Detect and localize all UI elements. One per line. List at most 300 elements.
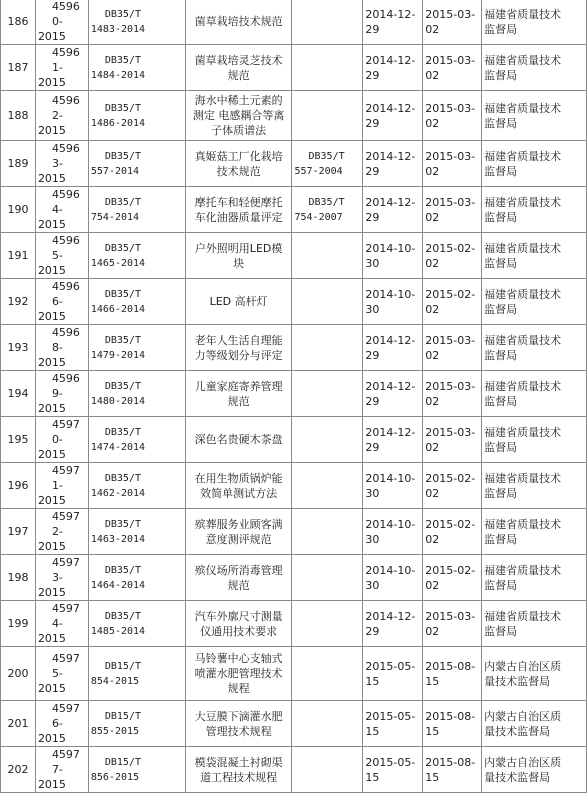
standard-code-cell bbox=[88, 555, 185, 601]
cell-line: 2014-12- bbox=[365, 333, 416, 347]
cell-line: 2015-08- bbox=[425, 755, 476, 769]
cell-line: 福建省质量技术 bbox=[484, 471, 562, 485]
cell-line: 15 bbox=[365, 724, 380, 738]
table-row bbox=[1, 601, 587, 647]
replaced-standard-cell bbox=[292, 325, 363, 371]
standard-code-cell bbox=[88, 0, 185, 45]
record-number-cell bbox=[35, 555, 88, 601]
standard-name-cell bbox=[185, 555, 292, 601]
cell-line: 监督局 bbox=[484, 116, 518, 130]
cell-line: 2015-03- bbox=[425, 195, 476, 209]
record-number-cell bbox=[35, 463, 88, 509]
issuing-authority-cell bbox=[482, 187, 587, 233]
standard-code-cell bbox=[88, 701, 185, 747]
table-row bbox=[1, 509, 587, 555]
effective-date-cell bbox=[423, 747, 482, 793]
effective-date-cell bbox=[423, 463, 482, 509]
cell-line: 15 bbox=[365, 770, 380, 784]
seq-cell: 189 bbox=[1, 141, 36, 187]
issuing-authority-cell bbox=[482, 463, 587, 509]
cell-line: 2015-05- bbox=[365, 709, 416, 723]
cell-line: 02 bbox=[425, 210, 440, 224]
cell-line: 福建省质量技术 bbox=[484, 195, 562, 209]
cell-line: 2015-02- bbox=[425, 241, 476, 255]
table-row bbox=[1, 0, 587, 45]
cell-line: 1484-2014 bbox=[90, 69, 146, 81]
standard-name-cell bbox=[185, 45, 292, 91]
issuing-authority-cell bbox=[482, 701, 587, 747]
cell-line: 1464-2014 bbox=[90, 579, 146, 591]
cell-line: 福建省质量技术 bbox=[484, 563, 562, 577]
cell-line: 2015 bbox=[37, 682, 66, 695]
cell-line: 监督局 bbox=[484, 532, 518, 546]
cell-line: 02 bbox=[425, 348, 440, 362]
approval-date-cell bbox=[363, 141, 423, 187]
effective-date-cell bbox=[423, 0, 482, 45]
cell-line: 29 bbox=[365, 164, 380, 178]
approval-date-cell bbox=[363, 91, 423, 141]
standard-name-cell bbox=[185, 187, 292, 233]
cell-line: 力等级划分与评定 bbox=[194, 348, 283, 362]
cell-line: 深色名贵硬木茶盘 bbox=[194, 433, 283, 446]
cell-line: 2015-03- bbox=[425, 101, 476, 115]
cell-line: 福建省质量技术 bbox=[484, 53, 562, 67]
cell-line: 老年人生活自理能 bbox=[194, 333, 283, 347]
cell-line: 儿童家庭寄养管理 bbox=[194, 379, 283, 393]
cell-line: 02 bbox=[425, 68, 440, 82]
cell-line: 福建省质量技术 bbox=[484, 333, 562, 347]
cell-line: 45975- bbox=[51, 652, 80, 680]
cell-line: 29 bbox=[365, 348, 380, 362]
seq-cell: 187 bbox=[1, 45, 36, 91]
cell-line: 45971- bbox=[51, 464, 80, 492]
record-number-cell bbox=[35, 701, 88, 747]
issuing-authority-cell bbox=[482, 233, 587, 279]
issuing-authority-cell bbox=[482, 747, 587, 793]
cell-line: 2015 bbox=[37, 356, 66, 369]
cell-line: 内蒙古自治区质 bbox=[484, 659, 562, 673]
cell-line: 45976- bbox=[51, 702, 80, 730]
cell-line: DB35/T bbox=[308, 150, 345, 162]
standard-name-cell bbox=[185, 601, 292, 647]
replaced-standard-cell bbox=[292, 141, 363, 187]
cell-line: 2015-02- bbox=[425, 287, 476, 301]
record-number-cell bbox=[35, 0, 88, 45]
cell-line: 福建省质量技术 bbox=[484, 101, 562, 115]
standard-code-cell bbox=[88, 463, 185, 509]
cell-line: 管理技术规程 bbox=[205, 724, 272, 738]
effective-date-cell bbox=[423, 647, 482, 701]
cell-line: 2014-10- bbox=[365, 471, 416, 485]
cell-line: 15 bbox=[425, 770, 440, 784]
standard-code-cell bbox=[88, 601, 185, 647]
seq-cell: 199 bbox=[1, 601, 36, 647]
replaced-standard-cell bbox=[292, 233, 363, 279]
cell-line: 监督局 bbox=[484, 394, 518, 408]
approval-date-cell bbox=[363, 463, 423, 509]
cell-line: 道工程技术规程 bbox=[200, 770, 278, 784]
cell-line: 监督局 bbox=[484, 256, 518, 270]
effective-date-cell bbox=[423, 325, 482, 371]
cell-line: 车化油器质量评定 bbox=[194, 210, 283, 224]
issuing-authority-cell bbox=[482, 279, 587, 325]
cell-line: DB15/T bbox=[104, 756, 141, 768]
cell-line: 02 bbox=[425, 256, 440, 270]
cell-line: 监督局 bbox=[484, 624, 518, 638]
cell-line: 2014-10- bbox=[365, 563, 416, 577]
approval-date-cell bbox=[363, 647, 423, 701]
standard-name-cell bbox=[185, 647, 292, 701]
cell-line: 30 bbox=[365, 256, 380, 270]
cell-line: 2015 bbox=[37, 218, 66, 231]
cell-line: DB35/T bbox=[104, 8, 141, 20]
cell-line: 2015 bbox=[37, 540, 66, 553]
cell-line: 2015-02- bbox=[425, 517, 476, 531]
cell-line: 马铃薯中心支轴式 bbox=[194, 652, 283, 665]
cell-line: DB35/T bbox=[308, 196, 345, 208]
cell-line: 模袋混凝土衬砌渠 bbox=[194, 755, 283, 769]
cell-line: 15 bbox=[425, 674, 440, 688]
effective-date-cell bbox=[423, 601, 482, 647]
cell-line: 2014-12- bbox=[365, 425, 416, 439]
cell-line: 喷灌水肥管理技术 bbox=[194, 667, 283, 680]
cell-line: LED 高杆灯 bbox=[209, 295, 268, 308]
cell-line: 45968- bbox=[51, 326, 80, 354]
cell-line: 2015 bbox=[37, 448, 66, 461]
cell-line: 2015 bbox=[37, 172, 66, 185]
approval-date-cell bbox=[363, 0, 423, 45]
cell-line: 30 bbox=[365, 486, 380, 500]
cell-line: 监督局 bbox=[484, 164, 518, 178]
cell-line: 2014-12- bbox=[365, 101, 416, 115]
cell-line: DB35/T bbox=[104, 150, 141, 162]
cell-line: 1465-2014 bbox=[90, 257, 146, 269]
cell-line: 规范 bbox=[227, 578, 250, 592]
cell-line: 2014-10- bbox=[365, 241, 416, 255]
standard-name-cell bbox=[185, 463, 292, 509]
cell-line: 技术规范 bbox=[216, 164, 261, 178]
cell-line: 大豆膜下滴灌水肥 bbox=[194, 709, 283, 723]
table-row bbox=[1, 91, 587, 141]
cell-line: 1483-2014 bbox=[90, 23, 146, 35]
record-number-cell bbox=[35, 91, 88, 141]
standard-name-cell bbox=[185, 509, 292, 555]
standard-name-cell bbox=[185, 279, 292, 325]
cell-line: 2015 bbox=[37, 402, 66, 415]
cell-line: 557-2014 bbox=[90, 165, 140, 177]
cell-line: 规程 bbox=[227, 682, 250, 695]
issuing-authority-cell bbox=[482, 555, 587, 601]
cell-line: 监督局 bbox=[484, 486, 518, 500]
cell-line: 557-2004 bbox=[294, 165, 343, 177]
table-body bbox=[1, 0, 587, 793]
table-row bbox=[1, 45, 587, 91]
cell-line: 2015 bbox=[37, 310, 66, 323]
cell-line: 2015-03- bbox=[425, 379, 476, 393]
cell-line: 1480-2014 bbox=[90, 395, 146, 407]
cell-line: 2015-03- bbox=[425, 609, 476, 623]
cell-line: 2015 bbox=[37, 30, 66, 43]
cell-line: 754-2007 bbox=[294, 211, 343, 223]
standard-code-cell bbox=[88, 325, 185, 371]
seq-cell: 195 bbox=[1, 417, 36, 463]
issuing-authority-cell bbox=[482, 91, 587, 141]
record-number-cell bbox=[35, 647, 88, 701]
replaced-standard-cell bbox=[292, 647, 363, 701]
cell-line: 754-2014 bbox=[90, 211, 140, 223]
cell-line: 块 bbox=[233, 256, 245, 270]
seq-cell: 202 bbox=[1, 747, 36, 793]
standard-name-cell bbox=[185, 371, 292, 417]
cell-line: DB35/T bbox=[104, 196, 141, 208]
seq-cell: 190 bbox=[1, 187, 36, 233]
cell-line: 2015 bbox=[37, 494, 66, 507]
effective-date-cell bbox=[423, 141, 482, 187]
cell-line: 2015 bbox=[37, 76, 66, 89]
cell-line: 仪通用技术要求 bbox=[200, 624, 278, 638]
cell-line: 29 bbox=[365, 210, 380, 224]
cell-line: 2015 bbox=[37, 778, 66, 791]
cell-line: 户外照明用LED模 bbox=[194, 241, 283, 255]
cell-line: 内蒙古自治区质 bbox=[484, 755, 562, 769]
record-number-cell bbox=[35, 141, 88, 187]
table-row bbox=[1, 747, 587, 793]
seq-cell: 196 bbox=[1, 463, 36, 509]
cell-line: DB35/T bbox=[104, 242, 141, 254]
cell-line: 45960- bbox=[51, 0, 80, 28]
cell-line: 1485-2014 bbox=[90, 625, 146, 637]
cell-line: 02 bbox=[425, 394, 440, 408]
cell-line: 监督局 bbox=[484, 348, 518, 362]
cell-line: 监督局 bbox=[484, 210, 518, 224]
cell-line: 1479-2014 bbox=[90, 349, 146, 361]
table-row bbox=[1, 233, 587, 279]
standard-code-cell bbox=[88, 747, 185, 793]
cell-line: 监督局 bbox=[484, 578, 518, 592]
cell-line: 监督局 bbox=[484, 440, 518, 454]
replaced-standard-cell bbox=[292, 509, 363, 555]
cell-line: 2014-12- bbox=[365, 53, 416, 67]
cell-line: 福建省质量技术 bbox=[484, 425, 562, 439]
cell-line: 福建省质量技术 bbox=[484, 149, 562, 163]
cell-line: DB35/T bbox=[104, 564, 141, 576]
cell-line: 监督局 bbox=[484, 68, 518, 82]
record-number-cell bbox=[35, 417, 88, 463]
table-row bbox=[1, 187, 587, 233]
cell-line: 02 bbox=[425, 486, 440, 500]
table-row bbox=[1, 279, 587, 325]
cell-line: 2014-12- bbox=[365, 149, 416, 163]
cell-line: 1474-2014 bbox=[90, 441, 146, 453]
approval-date-cell bbox=[363, 601, 423, 647]
cell-line: 内蒙古自治区质 bbox=[484, 709, 562, 723]
standard-code-cell bbox=[88, 509, 185, 555]
cell-line: 1462-2014 bbox=[90, 487, 146, 499]
replaced-standard-cell bbox=[292, 0, 363, 45]
cell-line: DB35/T bbox=[104, 610, 141, 622]
issuing-authority-cell bbox=[482, 417, 587, 463]
cell-line: 29 bbox=[365, 116, 380, 130]
cell-line: 45974- bbox=[51, 602, 80, 630]
record-number-cell bbox=[35, 45, 88, 91]
seq-cell: 201 bbox=[1, 701, 36, 747]
cell-line: DB35/T bbox=[104, 472, 141, 484]
cell-line: 殡葬服务业顾客满 bbox=[194, 517, 283, 531]
cell-line: 29 bbox=[365, 624, 380, 638]
cell-line: 45970- bbox=[51, 418, 80, 446]
cell-line: DB15/T bbox=[104, 660, 141, 672]
cell-line: 854-2015 bbox=[90, 675, 140, 687]
cell-line: 规范 bbox=[227, 394, 250, 408]
cell-line: 45977- bbox=[51, 748, 80, 776]
effective-date-cell bbox=[423, 701, 482, 747]
cell-line: 量技术监督局 bbox=[484, 770, 551, 784]
cell-line: 2015 bbox=[37, 732, 66, 745]
cell-line: DB15/T bbox=[104, 710, 141, 722]
cell-line: 02 bbox=[425, 164, 440, 178]
cell-line: 45963- bbox=[51, 142, 80, 170]
cell-line: 02 bbox=[425, 116, 440, 130]
approval-date-cell bbox=[363, 45, 423, 91]
approval-date-cell bbox=[363, 747, 423, 793]
approval-date-cell bbox=[363, 509, 423, 555]
cell-line: 摩托车和轻便摩托 bbox=[194, 195, 283, 209]
table-row bbox=[1, 325, 587, 371]
approval-date-cell bbox=[363, 417, 423, 463]
cell-line: 45962- bbox=[51, 94, 80, 122]
effective-date-cell bbox=[423, 371, 482, 417]
seq-cell: 188 bbox=[1, 91, 36, 141]
replaced-standard-cell bbox=[292, 91, 363, 141]
cell-line: 福建省质量技术 bbox=[484, 287, 562, 301]
cell-line: DB35/T bbox=[104, 380, 141, 392]
record-number-cell bbox=[35, 233, 88, 279]
replaced-standard-cell bbox=[292, 371, 363, 417]
replaced-standard-cell bbox=[292, 417, 363, 463]
cell-line: 2015-03- bbox=[425, 425, 476, 439]
cell-line: 2014-12- bbox=[365, 609, 416, 623]
seq-cell: 192 bbox=[1, 279, 36, 325]
cell-line: 子体质谱法 bbox=[211, 124, 267, 137]
standard-code-cell bbox=[88, 279, 185, 325]
issuing-authority-cell bbox=[482, 371, 587, 417]
table-row bbox=[1, 463, 587, 509]
cell-line: 15 bbox=[365, 674, 380, 688]
effective-date-cell bbox=[423, 91, 482, 141]
cell-line: 02 bbox=[425, 302, 440, 316]
cell-line: 02 bbox=[425, 440, 440, 454]
table-row bbox=[1, 417, 587, 463]
cell-line: 福建省质量技术 bbox=[484, 241, 562, 255]
replaced-standard-cell bbox=[292, 701, 363, 747]
cell-line: 福建省质量技术 bbox=[484, 517, 562, 531]
seq-cell: 197 bbox=[1, 509, 36, 555]
replaced-standard-cell bbox=[292, 747, 363, 793]
approval-date-cell bbox=[363, 701, 423, 747]
seq-cell: 191 bbox=[1, 233, 36, 279]
effective-date-cell bbox=[423, 187, 482, 233]
standard-name-cell bbox=[185, 91, 292, 141]
standard-code-cell bbox=[88, 187, 185, 233]
cell-line: 02 bbox=[425, 624, 440, 638]
cell-line: 30 bbox=[365, 302, 380, 316]
table-row bbox=[1, 371, 587, 417]
cell-line: 30 bbox=[365, 578, 380, 592]
standard-code-cell bbox=[88, 45, 185, 91]
cell-line: 规范 bbox=[227, 68, 250, 82]
cell-line: 海水中稀土元素的 bbox=[194, 94, 283, 107]
cell-line: 在用生物质锅炉能 bbox=[194, 471, 283, 485]
cell-line: 殡仪场所消毒管理 bbox=[194, 563, 283, 577]
table-row bbox=[1, 555, 587, 601]
cell-line: 2014-10- bbox=[365, 517, 416, 531]
cell-line: 2014-12- bbox=[365, 195, 416, 209]
cell-line: 监督局 bbox=[484, 302, 518, 316]
cell-line: 45964- bbox=[51, 188, 80, 216]
record-number-cell bbox=[35, 747, 88, 793]
cell-line: 2015-03- bbox=[425, 7, 476, 21]
approval-date-cell bbox=[363, 279, 423, 325]
replaced-standard-cell bbox=[292, 45, 363, 91]
cell-line: 菌草栽培灵芝技术 bbox=[194, 53, 283, 67]
cell-line: 福建省质量技术 bbox=[484, 7, 562, 21]
cell-line: 意度测评规范 bbox=[205, 532, 272, 546]
cell-line: 2014-10- bbox=[365, 287, 416, 301]
cell-line: 29 bbox=[365, 22, 380, 36]
cell-line: 菌草栽培技术规范 bbox=[194, 15, 283, 28]
replaced-standard-cell bbox=[292, 279, 363, 325]
cell-line: 02 bbox=[425, 22, 440, 36]
cell-line: 2015-03- bbox=[425, 333, 476, 347]
standard-code-cell bbox=[88, 141, 185, 187]
table-row bbox=[1, 647, 587, 701]
cell-line: 45961- bbox=[51, 46, 80, 74]
record-number-cell bbox=[35, 509, 88, 555]
cell-line: DB35/T bbox=[104, 54, 141, 66]
replaced-standard-cell bbox=[292, 555, 363, 601]
cell-line: 2015-05- bbox=[365, 755, 416, 769]
standard-name-cell bbox=[185, 747, 292, 793]
effective-date-cell bbox=[423, 509, 482, 555]
effective-date-cell bbox=[423, 417, 482, 463]
cell-line: 2015-08- bbox=[425, 659, 476, 673]
cell-line: 45972- bbox=[51, 510, 80, 538]
cell-line: 测定 电感耦合等离 bbox=[192, 109, 285, 122]
issuing-authority-cell bbox=[482, 0, 587, 45]
cell-line: 29 bbox=[365, 394, 380, 408]
cell-line: 量技术监督局 bbox=[484, 724, 551, 738]
effective-date-cell bbox=[423, 45, 482, 91]
seq-cell: 198 bbox=[1, 555, 36, 601]
cell-line: 2015 bbox=[37, 632, 66, 645]
cell-line: 02 bbox=[425, 532, 440, 546]
cell-line: 30 bbox=[365, 532, 380, 546]
cell-line: 02 bbox=[425, 578, 440, 592]
cell-line: 量技术监督局 bbox=[484, 674, 551, 688]
cell-line: 2015-02- bbox=[425, 563, 476, 577]
record-number-cell bbox=[35, 325, 88, 371]
cell-line: DB35/T bbox=[104, 426, 141, 438]
cell-line: 2015 bbox=[37, 586, 66, 599]
cell-line: 1466-2014 bbox=[90, 303, 146, 315]
cell-line: 2015-03- bbox=[425, 149, 476, 163]
replaced-standard-cell bbox=[292, 463, 363, 509]
effective-date-cell bbox=[423, 233, 482, 279]
cell-line: 2015-03- bbox=[425, 53, 476, 67]
cell-line: 1463-2014 bbox=[90, 533, 146, 545]
standard-name-cell bbox=[185, 417, 292, 463]
record-number-cell bbox=[35, 601, 88, 647]
